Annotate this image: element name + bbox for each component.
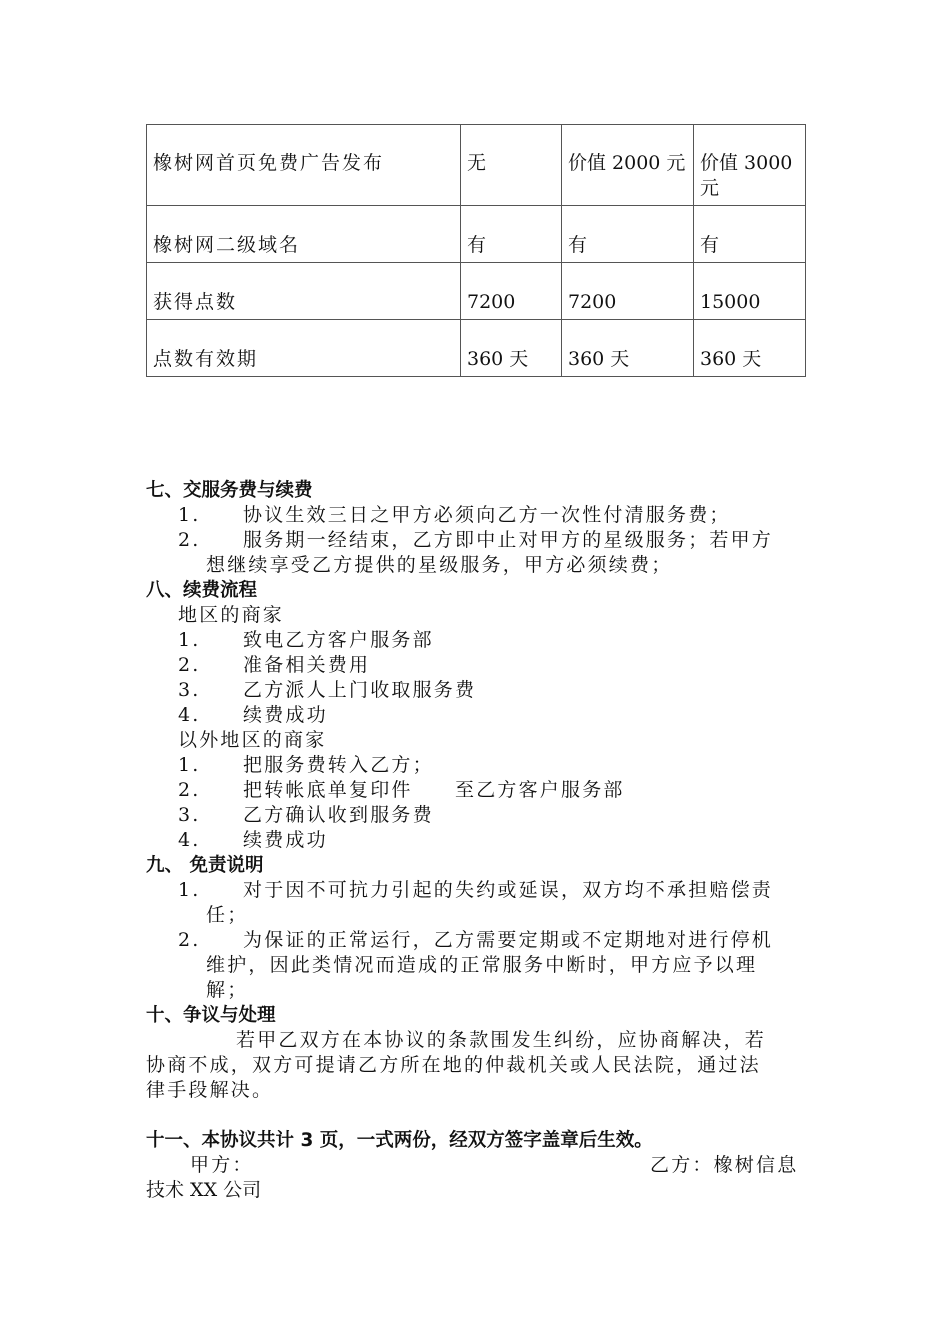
section-heading: 十一、本协议共计 3 页，一式两份，经双方签字盖章后生效。: [146, 1130, 653, 1151]
table-cell: 有: [694, 206, 806, 263]
list-number: 3.: [178, 679, 201, 701]
party-a-label: 甲方：: [190, 1154, 254, 1176]
table-row: [147, 320, 806, 377]
table-cell: 7200: [562, 263, 694, 320]
table-cell: 橡树网首页免费广告发布: [147, 125, 461, 206]
list-text: 把服务费转入乙方；: [243, 754, 434, 776]
list-number: 1.: [178, 629, 201, 651]
list-number: 1.: [178, 754, 201, 776]
list-number: 4.: [178, 829, 201, 851]
group-label: 地区的商家: [178, 604, 285, 626]
party-b-label: 乙方：橡树信息: [650, 1154, 799, 1176]
list-number: 4.: [178, 704, 201, 726]
table-row: [147, 125, 806, 206]
list-text: 服务期一经结束，乙方即中止对甲方的星级服务；若甲方: [243, 529, 774, 551]
list-item: [178, 778, 838, 803]
list-number: 3.: [178, 804, 201, 826]
table-cell: 无: [461, 125, 562, 206]
table-cell: 价值 2000 元: [562, 125, 694, 206]
table-cell: 7200: [461, 263, 562, 320]
table-cell: 点数有效期: [147, 320, 461, 377]
table-cell: 360 天: [562, 320, 694, 377]
list-item: [178, 628, 838, 653]
table-cell: 360 天: [694, 320, 806, 377]
table-cell: 15000: [694, 263, 806, 320]
table-row: [147, 263, 806, 320]
list-text: 把转帐底单复印件 至乙方客户服务部: [243, 779, 625, 801]
list-item: [178, 703, 838, 728]
list-text: 为保证的正常运行，乙方需要定期或不定期地对进行停机: [243, 929, 774, 951]
paragraph-line: 若甲乙双方在本协议的条款围发生纠纷，应协商解决，若: [236, 1029, 767, 1051]
list-text: 协议生效三日之甲方必须向乙方一次性付清服务费；: [243, 504, 731, 526]
list-text: 对于因不可抗力引起的失约或延误，双方均不承担赔偿责: [243, 879, 774, 901]
section-heading: 九、 免责说明: [146, 855, 264, 876]
list-item: [178, 753, 838, 778]
party-b-continuation: 技术 XX 公司: [146, 1179, 262, 1201]
list-text: 乙方确认收到服务费: [243, 804, 434, 826]
list-item-continuation: 想继续享受乙方提供的星级服务，甲方必须续费；: [206, 554, 673, 576]
list-item: [178, 528, 838, 553]
list-item-continuation: 任；: [206, 904, 249, 926]
group-label: 以外地区的商家: [178, 729, 327, 751]
list-number: 1.: [178, 879, 201, 901]
section-heading: 八、续费流程: [146, 580, 258, 601]
paragraph-line: 协商不成，双方可提请乙方所在地的仲裁机关或人民法院，通过法: [146, 1054, 761, 1076]
list-number: 2.: [178, 654, 201, 676]
list-number: 2.: [178, 929, 201, 951]
list-text: 续费成功: [243, 704, 328, 726]
table-cell: 价值 3000 元: [694, 125, 806, 206]
list-item: [178, 928, 838, 953]
section-heading: 十、争议与处理: [146, 1005, 276, 1026]
list-item: [178, 678, 838, 703]
list-text: 致电乙方客户服务部: [243, 629, 434, 651]
list-number: 2.: [178, 529, 201, 551]
list-item: [178, 503, 838, 528]
list-item: [178, 653, 838, 678]
list-text: 续费成功: [243, 829, 328, 851]
list-item-continuation: 解；: [206, 979, 249, 1001]
list-item: [178, 878, 838, 903]
list-number: 2.: [178, 779, 201, 801]
service-comparison-table: [146, 124, 806, 377]
paragraph-line: 律手段解决。: [146, 1079, 274, 1101]
table-cell: 获得点数: [147, 263, 461, 320]
list-number: 1.: [178, 504, 201, 526]
list-text: 准备相关费用: [243, 654, 371, 676]
list-item: [178, 828, 838, 853]
section-heading: 七、交服务费与续费: [146, 480, 313, 501]
list-item-continuation: 维护，因此类情况而造成的正常服务中断时，甲方应予以理: [206, 954, 758, 976]
table-cell: 360 天: [461, 320, 562, 377]
table-cell: 有: [461, 206, 562, 263]
list-item: [178, 803, 838, 828]
table-cell: 有: [562, 206, 694, 263]
list-text: 乙方派人上门收取服务费: [243, 679, 477, 701]
table-cell: 橡树网二级域名: [147, 206, 461, 263]
table-row: [147, 206, 806, 263]
